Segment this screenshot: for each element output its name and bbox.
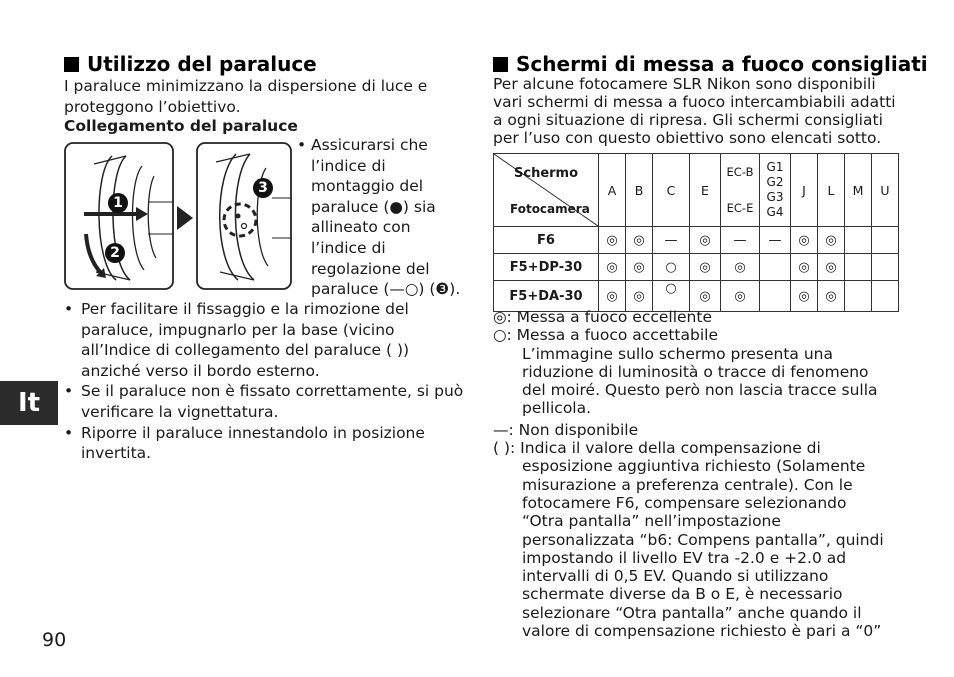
table-cell (760, 254, 791, 281)
row-header: F6 (494, 227, 599, 254)
row-header: F5+DA-30 (494, 281, 599, 312)
column-header: A (599, 154, 626, 227)
step-2-badge: 2 (105, 243, 125, 263)
legend-unavailable: —: Non disponibile (493, 420, 639, 439)
column-header: B (626, 154, 653, 227)
row-header: F5+DP-30 (494, 254, 599, 281)
column-header: J (791, 154, 818, 227)
column-header: EC-B EC-E (721, 154, 760, 227)
left-heading: Utilizzo del paraluce (64, 52, 317, 76)
table-cell: ◎ (818, 254, 845, 281)
bullet-dot: • (297, 136, 307, 154)
table-cell (760, 281, 791, 312)
step-3-badge: 3 (253, 178, 273, 198)
legend (493, 308, 893, 640)
table-cell: ◎ (599, 254, 626, 281)
left-intro: I paraluce minimizzano la dispersione di luce e proteggono l’obiettivo. (64, 77, 428, 116)
table-cell: — (760, 227, 791, 254)
table-cell (845, 227, 872, 254)
table-cell: ○ (653, 254, 690, 281)
table-cell (845, 281, 872, 312)
arrow-right-icon (177, 206, 193, 230)
column-header: E (690, 154, 721, 227)
table-cell: ◎ (626, 227, 653, 254)
square-bullet-icon (493, 57, 508, 72)
table-row (494, 281, 899, 312)
table-cell: ◎ (818, 281, 845, 312)
right-heading: Schermi di messa a fuoco consigliati (493, 52, 928, 76)
right-intro: Per alcune fotocamere SLR Nikon sono disponibili vari schermi di messa a fuoco intercambiabili adatti a ogni situazione di ripresa. Gli schermi consigliati per l’uso con questo obiettivo sono elencati sotto. (493, 75, 896, 147)
table-cell: ◎ (599, 227, 626, 254)
page-number: 90 (42, 629, 67, 651)
table-cell: ◎ (626, 254, 653, 281)
list-item: • Se il paraluce non è fissato correttamente, si può verificare la vignettatura. (64, 382, 464, 421)
square-bullet-icon (64, 57, 79, 72)
table-cell: ◎ (599, 281, 626, 312)
table-cell: ◎ (818, 227, 845, 254)
table-cell: — (653, 227, 690, 254)
language-tab: It (0, 381, 58, 425)
column-header: U (872, 154, 899, 227)
table-corner-cell: Schermo Fotocamera (494, 154, 599, 227)
table-cell: ◎ (791, 281, 818, 312)
table-header-row (494, 154, 899, 227)
table-cell (872, 227, 899, 254)
table-cell: ◎ (626, 281, 653, 312)
subheading: Collegamento del paraluce (64, 117, 298, 135)
table-cell (872, 254, 899, 281)
table-row (494, 227, 899, 254)
table-cell: ◎ (721, 281, 760, 312)
column-header: C (653, 154, 690, 227)
table-cell (845, 254, 872, 281)
column-header: G1 G2 G3 G4 (760, 154, 791, 227)
list-item: • Riporre il paraluce innestandolo in posizione invertita. (64, 423, 425, 463)
table-cell: ◎ (690, 281, 721, 312)
legend-parens-detail: esposizione aggiuntiva richiesto (Solamente misurazione a preferenza centrale). Con le fotocamere F6, compensare selezionando “Otra pantalla” nell’impostazione personalizzata “b6: Compens pantalla”, quindi impostando il livello EV tra -2.0 e +2.0 ad intervalli di 0,5 EV. Quando si utilizzano schermate diverse da B o E, è necessario selezionare “Otra pantalla” anche quando il valore di compensazione richiesto è pari a “0” (522, 457, 884, 641)
column-header: M (845, 154, 872, 227)
table-cell (872, 281, 899, 312)
legend-acceptable: ○: Messa a fuoco accettabile (493, 326, 718, 345)
hood-attach-illustration-2 (196, 142, 292, 290)
bullet-list (64, 299, 474, 464)
table-cell: ◎ (791, 254, 818, 281)
legend-parens: ( ): Indica il valore della compensazione di (493, 439, 821, 458)
table-cell: ◎ (721, 254, 760, 281)
hood-attach-illustration-1 (64, 142, 174, 290)
list-item: • Per facilitare il fissaggio e la rimozione del paraluce, impugnarlo per la base (vicino all’Indice di collegamento del paraluce ( )) anziché verso il bordo esterno. (64, 300, 410, 380)
step-1-badge: 1 (108, 193, 128, 213)
table-cell: — (721, 227, 760, 254)
table-cell: ○ (653, 281, 690, 312)
table-cell: ◎ (791, 227, 818, 254)
table-row (494, 254, 899, 281)
legend-excellent: ◎: Messa a fuoco eccellente (493, 308, 712, 326)
table-cell: ◎ (690, 254, 721, 281)
focusing-screen-table (493, 153, 899, 312)
column-header: L (818, 154, 845, 227)
table-cell: ◎ (690, 227, 721, 254)
legend-acceptable-detail: L’immagine sullo schermo presenta una riduzione di luminosità o tracce di fenomeno del moiré. Questo però non lascia tracce sulla pellicola. (522, 344, 878, 418)
step-note: • Assicurarsi che l’indice di montaggio del paraluce (●) sia allineato con l’indice di regolazione del paraluce (—○) (❸). (297, 136, 461, 299)
